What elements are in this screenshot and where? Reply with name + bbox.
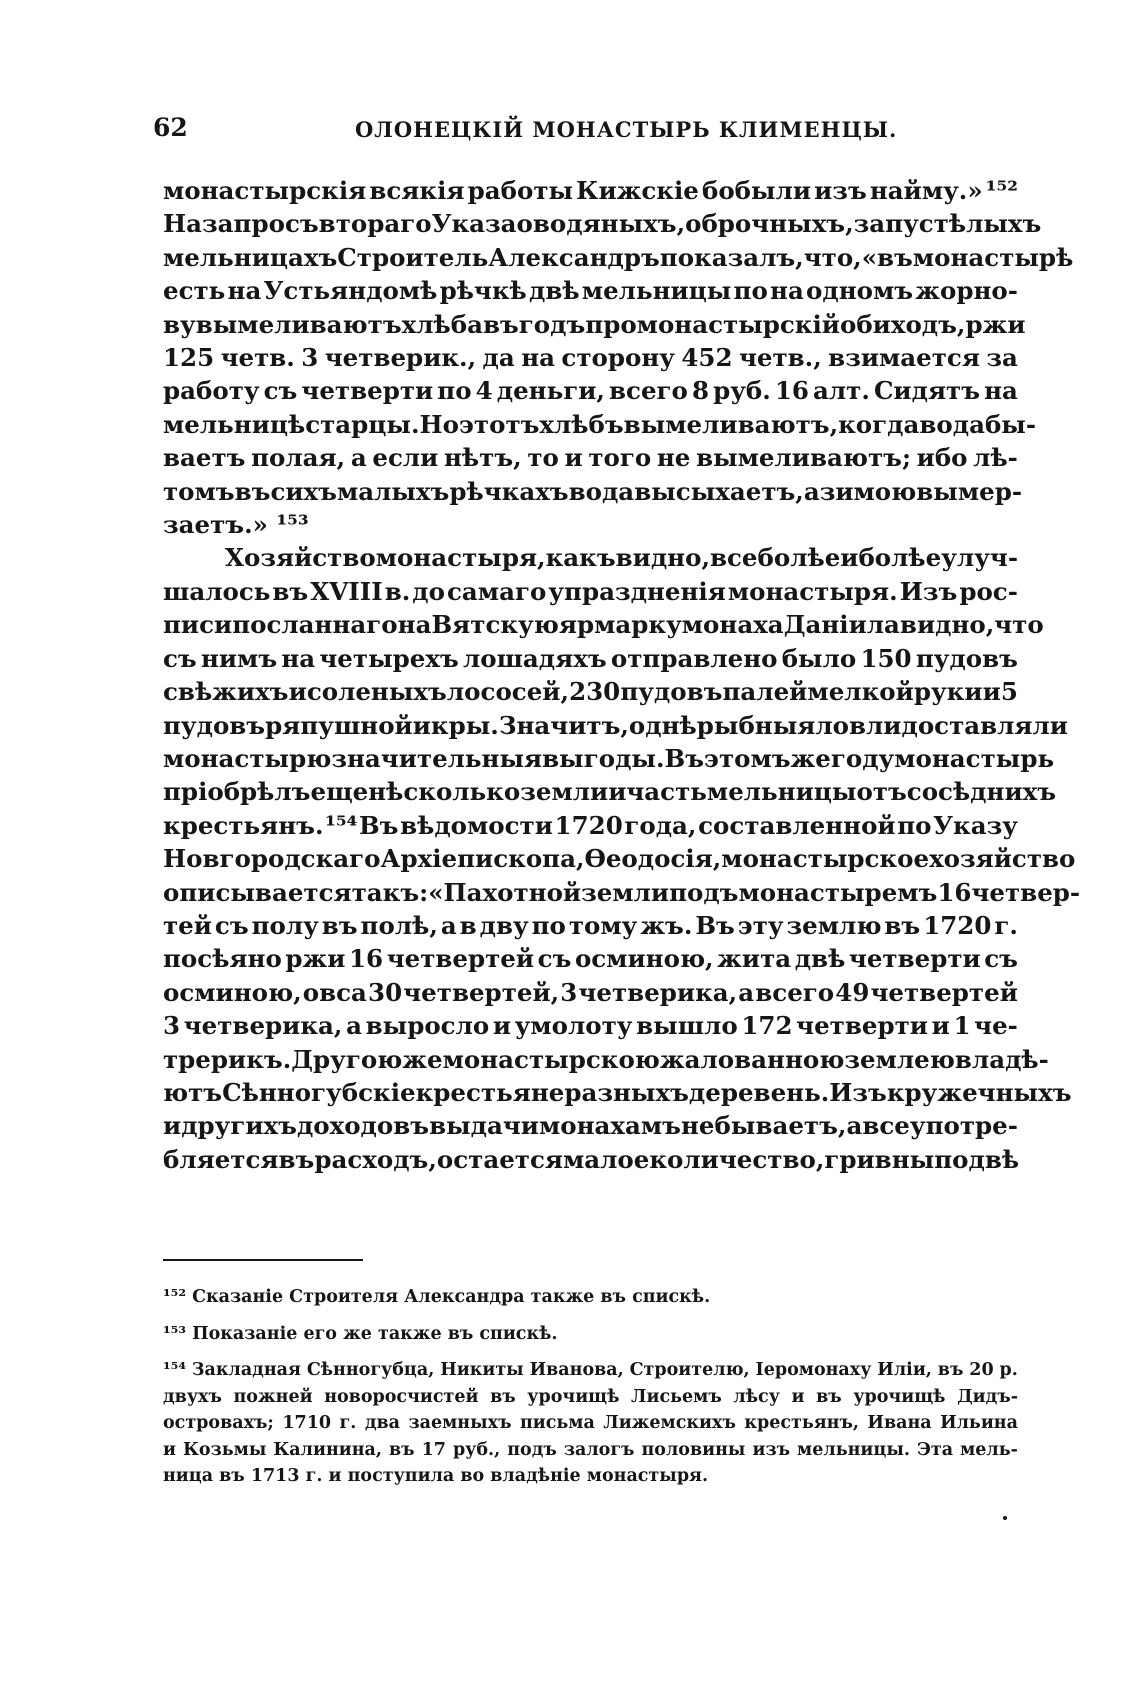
footnote bbox=[163, 1321, 1018, 1348]
body-line: есть на Устьяндомѣ рѣчкѣ двѣ мельницы по на одномъ жорно- bbox=[163, 276, 1018, 306]
footnote bbox=[163, 1284, 1018, 1311]
body-line: На запросъ втораго Указа о водяныхъ, оброчныхъ, запустѣлыхъ bbox=[163, 209, 1042, 239]
body-line: пріобрѣлъ еще нѣсколько земли и часть мельницы отъ сосѣднихъ bbox=[163, 777, 1057, 807]
body-line: монастырскія всякія работы Кижскіе бобыли изъ найму.» ¹⁵² bbox=[163, 176, 1018, 205]
body-line: посѣяно ржи 16 четвертей съ осминою, жита двѣ четверти съ bbox=[163, 944, 1018, 974]
running-head: ОЛОНЕЦКІЙ МОНАСТЫРЬ КЛИМЕНЦЫ. bbox=[355, 117, 898, 142]
footnote-line: ница въ 1713 г. и поступила во владѣніе монастыря. bbox=[163, 1466, 709, 1486]
body-line: заетъ.» ¹⁵³ bbox=[163, 510, 309, 540]
page-number: 62 bbox=[153, 113, 188, 142]
body-text bbox=[163, 174, 1081, 1176]
body-line: описывается такъ: «Пахотной земли подъ монастыремъ 16 четвер- bbox=[163, 877, 1081, 907]
footnote-line: ¹⁵² Сказаніе Строителя Александра также въ спискѣ. bbox=[163, 1287, 711, 1307]
body-line: ваетъ полая, а если нѣтъ, то и того не вымеливаютъ; ибо лѣ- bbox=[163, 443, 1018, 473]
body-line: монастырю значительныя выгоды. Въ этомъ же году монастырь bbox=[163, 743, 1055, 773]
body-line: Новгородскаго Архіепископа, Ѳеодосія, монастырское хозяйство bbox=[163, 844, 1076, 874]
body-line: свѣжихъ и соленыхъ лососей, 230 пудовъ палей мелкой руки и 5 bbox=[163, 677, 1018, 707]
body-line: и другихъ доходовъ выдачи монахамъ не бываетъ, а все употре- bbox=[163, 1111, 1018, 1141]
body-line: писи посланнаго на Вятскую ярмарку монаха Даніила видно, что bbox=[163, 610, 1044, 640]
body-line: пудовъ ряпушной икры. Значитъ, однѣ рыбныя ловли доставляли bbox=[163, 710, 1068, 740]
body-line: мельницѣ старцы. Но этотъ хлѣбъ вымеливаютъ, когда вода бы- bbox=[163, 409, 1037, 439]
body-line: крестьянъ. ¹⁵⁴ Въ вѣдомости 1720 года, составленной по Указу bbox=[163, 810, 1018, 840]
body-line: тей съ полу въ полѣ, а в дву по тому жъ. Въ эту землю въ 1720 г. bbox=[163, 910, 1018, 940]
footnote-line: и Козьмы Калинина, въ 17 руб., подъ залогъ половины изъ мельницы. Эта мель- bbox=[163, 1439, 1018, 1460]
body-line: ву вымеливаютъ хлѣба въ годъ про монастырскій обиходъ, ржи bbox=[163, 309, 1026, 339]
body-line: 125 четв. 3 четверик., да на сторону 452 четв., взимается за bbox=[163, 343, 1018, 373]
body-line: трерикъ. Другою же монастырскою жалованною землею владѣ- bbox=[163, 1044, 1049, 1074]
body-line: съ нимъ на четырехъ лошадяхъ отправлено было 150 пудовъ bbox=[163, 643, 1018, 673]
body-line: бляется въ расходъ, остается малое количество, гривны по двѣ bbox=[163, 1144, 1020, 1174]
footnote bbox=[163, 1357, 1018, 1490]
footnote-line: ¹⁵³ Показаніе его же также въ спискѣ. bbox=[163, 1323, 558, 1344]
footnote-rule bbox=[163, 1259, 363, 1261]
body-line: Хозяйство монастыря, какъ видно, все болѣе и болѣе улуч- bbox=[225, 543, 1018, 573]
body-line: мельницахъ Строитель Александръ показалъ, что, «въ монастырѣ bbox=[163, 242, 1074, 272]
footnote-line: ¹⁵⁴ Закладная Сѣнногубца, Никиты Иванова, Строителю, Іеромонаху Иліи, въ 20 р. bbox=[163, 1360, 1018, 1380]
body-line: 3 четверика, а выросло и умолоту вышло 172 четверти и 1 че- bbox=[163, 1011, 1018, 1041]
footnote-line: островахъ; 1710 г. два заемныхъ письма Лижемскихъ крестьянъ, Ивана Ильина bbox=[163, 1413, 1018, 1433]
body-line: ютъ Сѣнногубскіе крестьяне разныхъ деревень. Изъ кружечныхъ bbox=[163, 1077, 1072, 1107]
stray-mark bbox=[1003, 1516, 1007, 1520]
footnote-line: двухъ пожней новоросчистей въ урочищѣ Лисьемъ лѣсу и въ урочищѣ Дидъ- bbox=[163, 1386, 1018, 1407]
body-line: томъ въ сихъ малыхъ рѣчкахъ вода высыхаетъ, а зимою вымер- bbox=[163, 476, 1023, 506]
body-line: работу съ четверти по 4 деньги, всего 8 руб. 16 алт. Сидятъ на bbox=[163, 376, 1018, 406]
body-line: шалось въ XVIII в. до самаго упраздненія монастыря. Изъ рос- bbox=[163, 576, 1018, 606]
body-line: осминою, овса 30 четвертей, 3 четверика, а всего 49 четвертей bbox=[163, 977, 1018, 1007]
footnotes bbox=[163, 1284, 1018, 1500]
